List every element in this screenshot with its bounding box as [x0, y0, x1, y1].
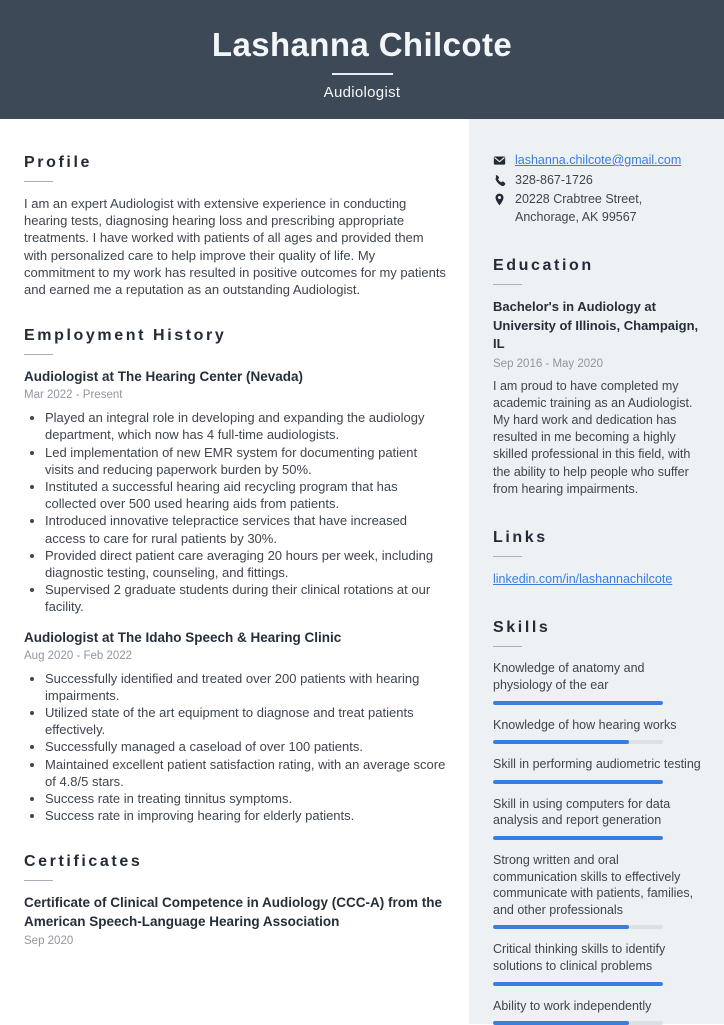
section-rule: [24, 880, 53, 881]
skill-label: Skill in performing audiometric testing: [493, 757, 701, 772]
job-bullet-list: [24, 409, 447, 615]
skill-bar-track: [493, 982, 663, 986]
job-bullet: • Maintained excellent patient satisfaction rating, with an average score of 4.8/5 stars.: [45, 756, 447, 790]
education-degree: Bachelor's in Audiology at University of Illinois, Champaign, IL: [493, 299, 699, 351]
skill-bar-track: [493, 701, 663, 705]
skill-item: [493, 998, 706, 1025]
skill-item: [493, 660, 706, 704]
skill-bar-track: [493, 780, 663, 784]
resume-body: [0, 119, 724, 1024]
section-rule: [24, 354, 53, 355]
contact-address-row: [493, 191, 706, 226]
skill-label: Skill in using computers for data analysis and report generation: [493, 796, 671, 828]
profile-text: I am an expert Audiologist with extensive experience in conducting hearing tests, diagnosing hearing loss and prescribing appropriate treatments. I have worked with patients of all ages and provided them with personalized care to help improve their quality of life. My commitment to my work has resulted in positive outcomes for my patients and earned me a reputation as an outstanding Audiologist.: [24, 196, 446, 298]
job-dates: Aug 2020 - Feb 2022: [24, 649, 133, 662]
job-bullet-list: [24, 670, 447, 825]
job-entry: [24, 368, 447, 615]
employment-section: [24, 326, 447, 824]
resume-header: [0, 0, 724, 119]
skill-label: Ability to work independently: [493, 998, 652, 1013]
job-bullet: • Introduced innovative telepractice services that have increased access to care for rural patients by 30%.: [45, 512, 447, 546]
education-description: I am proud to have completed my academic training as an Audiologist. My hard work and dedication has resulted in me becoming a highly skilled professional in this field, with the ability to help people who suffer from hearing impairments.: [493, 378, 693, 496]
job-bullet: • Success rate in improving hearing for elderly patients.: [45, 807, 447, 824]
person-name: Lashanna Chilcote: [211, 25, 513, 63]
job-bullet: • Provided direct patient care averaging 20 hours per week, including diagnostic testing, counseling, and fittings.: [45, 547, 447, 581]
skill-bar-fill: [493, 982, 663, 986]
header-divider: [332, 73, 393, 75]
person-job-title: Audiologist: [323, 83, 401, 101]
skill-bar-fill: [493, 925, 629, 929]
contact-email-row: [493, 152, 706, 170]
certificate-date: Sep 2020: [24, 935, 74, 948]
job-bullet: • Played an integral role in developing and expanding the audiology department, which now has 4 full-time audiologists.: [45, 409, 447, 443]
phone-number: 328-867-1726: [515, 172, 593, 187]
skill-label: Strong written and oral communication skills to effectively communicate with patients, families, and other professionals: [493, 852, 694, 917]
profile-heading: Profile: [24, 154, 92, 171]
envelope-icon: [493, 154, 506, 167]
skill-bar-track: [493, 1021, 663, 1025]
links-heading: Links: [493, 528, 548, 546]
main-column: [0, 119, 469, 1024]
education-heading: Education: [493, 257, 594, 274]
skill-item: [493, 717, 706, 745]
skill-item: [493, 796, 706, 840]
contact-section: [493, 152, 706, 226]
phone-icon: [493, 174, 506, 187]
skill-bar-fill: [493, 836, 663, 840]
skill-bar-fill: [493, 1021, 629, 1025]
job-bullet: • Utilized state of the art equipment to diagnose and treat patients effectively.: [45, 704, 447, 738]
job-dates: Mar 2022 - Present: [24, 389, 123, 402]
job-bullet: • Led implementation of new EMR system for documenting patient visits and reducing paperwork burden by 50%.: [45, 444, 447, 478]
job-bullet: • Successfully managed a caseload of over 100 patients.: [45, 738, 447, 755]
skill-label: Knowledge of anatomy and physiology of the ear: [493, 661, 645, 693]
certificates-heading: Certificates: [24, 853, 143, 871]
employment-heading: Employment History: [24, 327, 227, 345]
skill-bar-fill: [493, 701, 663, 705]
skill-bar-fill: [493, 740, 629, 744]
section-rule: [493, 646, 522, 647]
profile-section: [24, 153, 447, 298]
job-bullet: • Success rate in treating tinnitus symptoms.: [45, 790, 447, 807]
job-entry: [24, 629, 447, 825]
email-link[interactable]: lashanna.chilcote@gmail.com: [515, 153, 682, 167]
job-title: Audiologist at The Idaho Speech & Hearing Clinic: [24, 629, 342, 645]
linkedin-link[interactable]: linkedin.com/in/lashannachilcote: [493, 571, 673, 586]
section-rule: [493, 556, 522, 557]
job-bullet: • Successfully identified and treated over 200 patients with hearing impairments.: [45, 670, 447, 704]
section-rule: [493, 284, 522, 285]
sidebar: [469, 119, 724, 1024]
skill-label: Critical thinking skills to identify solutions to clinical problems: [493, 942, 666, 973]
address-text: 20228 Crabtree Street, Anchorage, AK 99567: [515, 192, 643, 224]
skills-heading: Skills: [493, 619, 551, 637]
skill-item: [493, 756, 706, 784]
skills-section: [493, 618, 706, 1025]
skill-bar-fill: [493, 780, 663, 784]
skill-item: [493, 852, 706, 929]
education-dates: Sep 2016 - May 2020: [493, 357, 603, 370]
education-section: [493, 256, 706, 498]
section-rule: [24, 181, 53, 182]
job-bullet: • Instituted a successful hearing aid recycling program that has collected over 500 used hearing aids from patients.: [45, 478, 447, 512]
job-bullet: • Supervised 2 graduate students during their clinical rotations at our facility.: [45, 581, 447, 615]
skill-bar-track: [493, 740, 663, 744]
job-title: Audiologist at The Hearing Center (Nevada): [24, 369, 304, 385]
links-section: [493, 528, 706, 589]
skill-label: Knowledge of how hearing works: [493, 717, 677, 732]
certificate-title: Certificate of Clinical Competence in Audiology (CCC-A) from the American Speech-Language Hearing Association: [24, 895, 443, 929]
skill-item: [493, 941, 706, 985]
certificates-section: [24, 852, 447, 948]
map-pin-icon: [493, 193, 506, 206]
skill-bar-track: [493, 836, 663, 840]
contact-phone-row: [493, 172, 706, 190]
skill-bar-track: [493, 925, 663, 929]
